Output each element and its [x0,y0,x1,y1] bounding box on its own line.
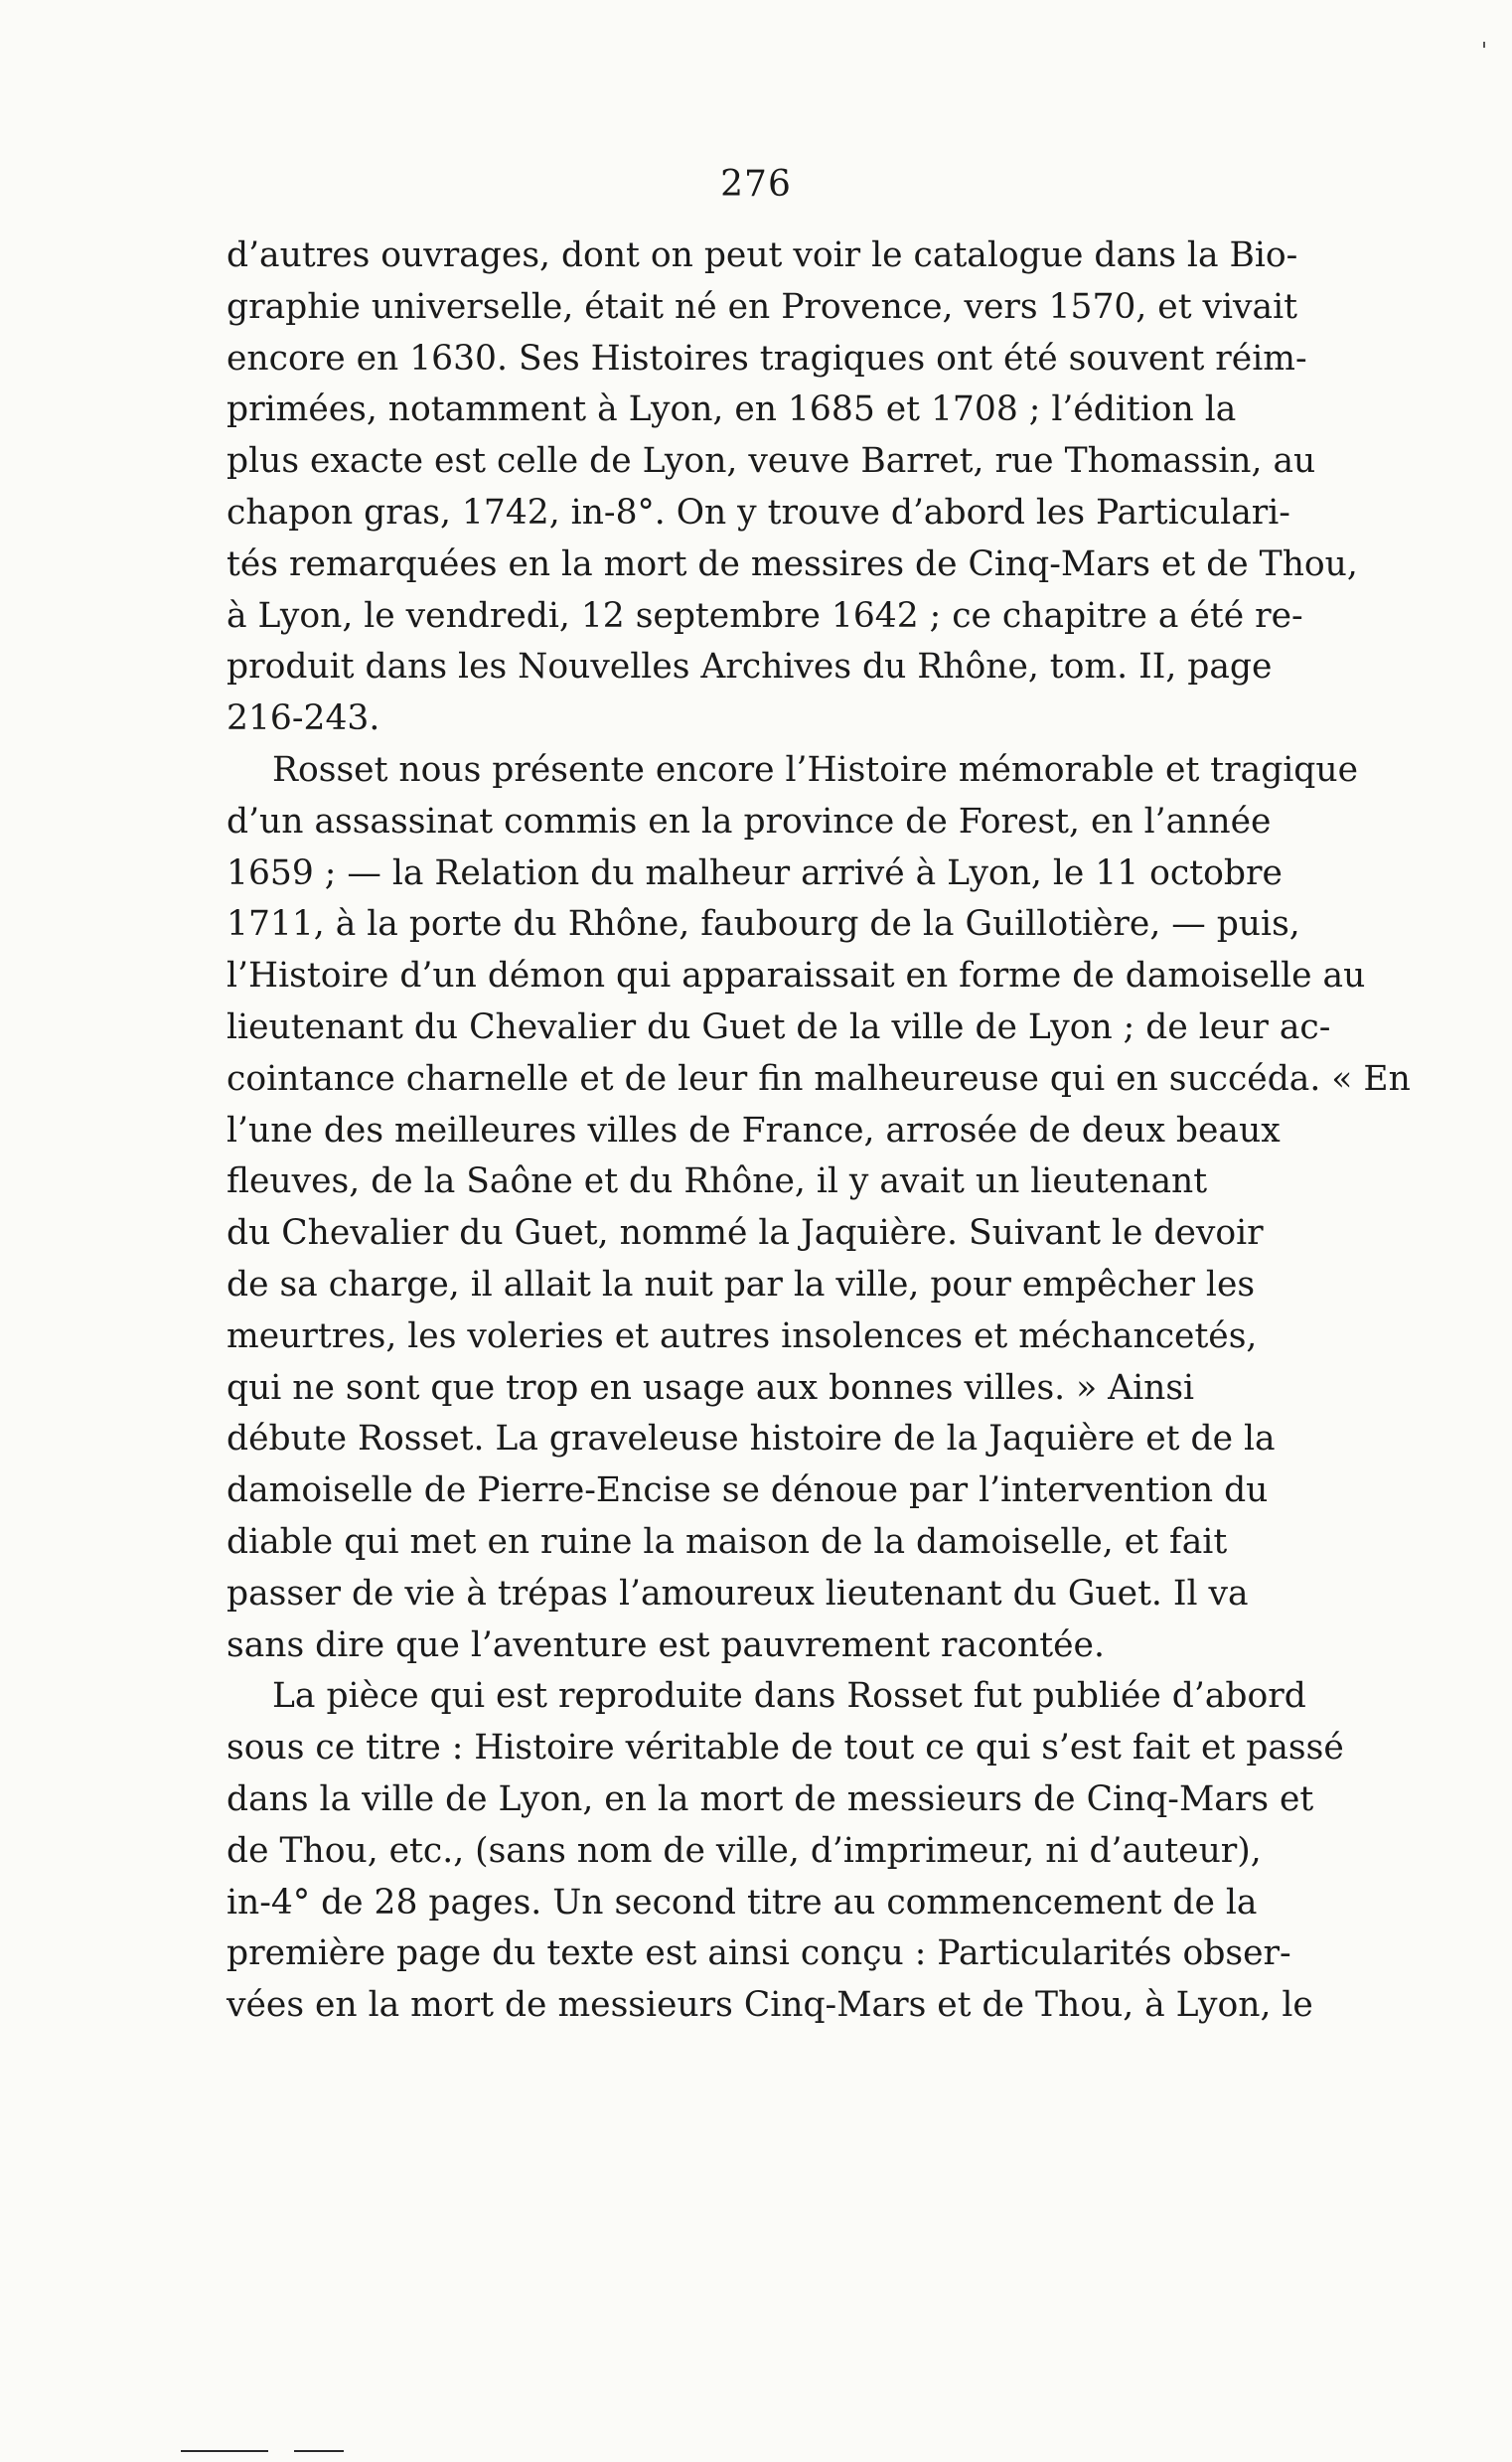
text-line: à Lyon, le vendredi, 12 septembre 1642 ; ce chapitre a été re- [227,595,1303,636]
text-line: du Chevalier du Guet, nommé la Jaquière. Suivant le devoir [227,1213,1264,1254]
text-line: de Thou, etc., (sans nom de ville, d’imprimeur, ni d’auteur), [227,1830,1262,1871]
text-line: de sa charge, il allait la nuit par la ville, pour empêcher les [227,1264,1256,1305]
text-line: débute Rosset. La graveleuse histoire de la Jaquière et de la [227,1419,1276,1460]
footer-rule [181,2450,268,2452]
text-line: passer de vie à trépas l’amoureux lieutenant du Guet. Il va [227,1573,1249,1614]
text-line: dans la ville de Lyon, en la mort de messieurs de Cinq-Mars et [227,1778,1314,1819]
text-line: 1711, à la porte du Rhône, faubourg de la Guillotière, — puis, [227,904,1300,945]
text-line: tés remarquées en la mort de messires de Cinq-Mars et de Thou, [227,543,1358,584]
text-line: primées, notamment à Lyon, en 1685 et 1708 ; l’édition la [227,389,1237,430]
text-line: in-4° de 28 pages. Un second titre au commencement de la [227,1882,1258,1923]
text-line: cointance charnelle et de leur fin malheureuse qui en succéda. « En [227,1058,1411,1099]
text-line: sans dire que l’aventure est pauvrement racontée. [227,1624,1105,1665]
text-line: meurtres, les voleries et autres insolences et méchancetés, [227,1315,1258,1356]
text-line: damoiselle de Pierre-Encise se dénoue par l’intervention du [227,1470,1269,1511]
text-line: qui ne sont que trop en usage aux bonnes villes. » Ainsi [227,1367,1195,1408]
text-line: 216-243. [227,698,380,739]
paragraph-start-line: La pièce qui est reproduite dans Rosset fut publiée d’abord [272,1676,1306,1717]
text-line: chapon gras, 1742, in-8°. On y trouve d’abord les Particulari- [227,492,1290,533]
text-line: plus exacte est celle de Lyon, veuve Barret, rue Thomassin, au [227,441,1316,482]
text-line: encore en 1630. Ses Histoires tragiques ont été souvent réim- [227,338,1307,379]
text-line: produit dans les Nouvelles Archives du Rhône, tom. II, page [227,647,1273,688]
text-line: 1659 ; — la Relation du malheur arrivé à Lyon, le 11 octobre [227,852,1283,893]
text-line: d’autres ouvrages, dont on peut voir le catalogue dans la Bio- [227,235,1298,275]
text-line: l’Histoire d’un démon qui apparaissait en forme de damoiselle au [227,956,1366,997]
footer-rule [294,2450,344,2452]
text-line: sous ce titre : Histoire véritable de tout ce qui s’est fait et passé [227,1728,1344,1769]
text-line: d’un assassinat commis en la province de Forest, en l’année [227,801,1272,842]
paragraph-start-line: Rosset nous présente encore l’Histoire mémorable et tragique [272,749,1359,790]
text-line: diable qui met en ruine la maison de la damoiselle, et fait [227,1521,1228,1562]
text-line: vées en la mort de messieurs Cinq-Mars et de Thou, à Lyon, le [227,1985,1313,2026]
body-text [227,231,1411,2032]
margin-mark [1483,42,1485,48]
text-line: première page du texte est ainsi conçu : Particularités obser- [227,1933,1291,1974]
text-line: l’une des meilleures villes de France, arrosée de deux beaux [227,1110,1281,1151]
text-line: graphie universelle, était né en Provence, vers 1570, et vivait [227,286,1298,327]
text-line: fleuves, de la Saône et du Rhône, il y avait un lieutenant [227,1161,1208,1202]
page-number: 276 [720,164,792,205]
text-line: lieutenant du Chevalier du Guet de la ville de Lyon ; de leur ac- [227,1006,1331,1047]
